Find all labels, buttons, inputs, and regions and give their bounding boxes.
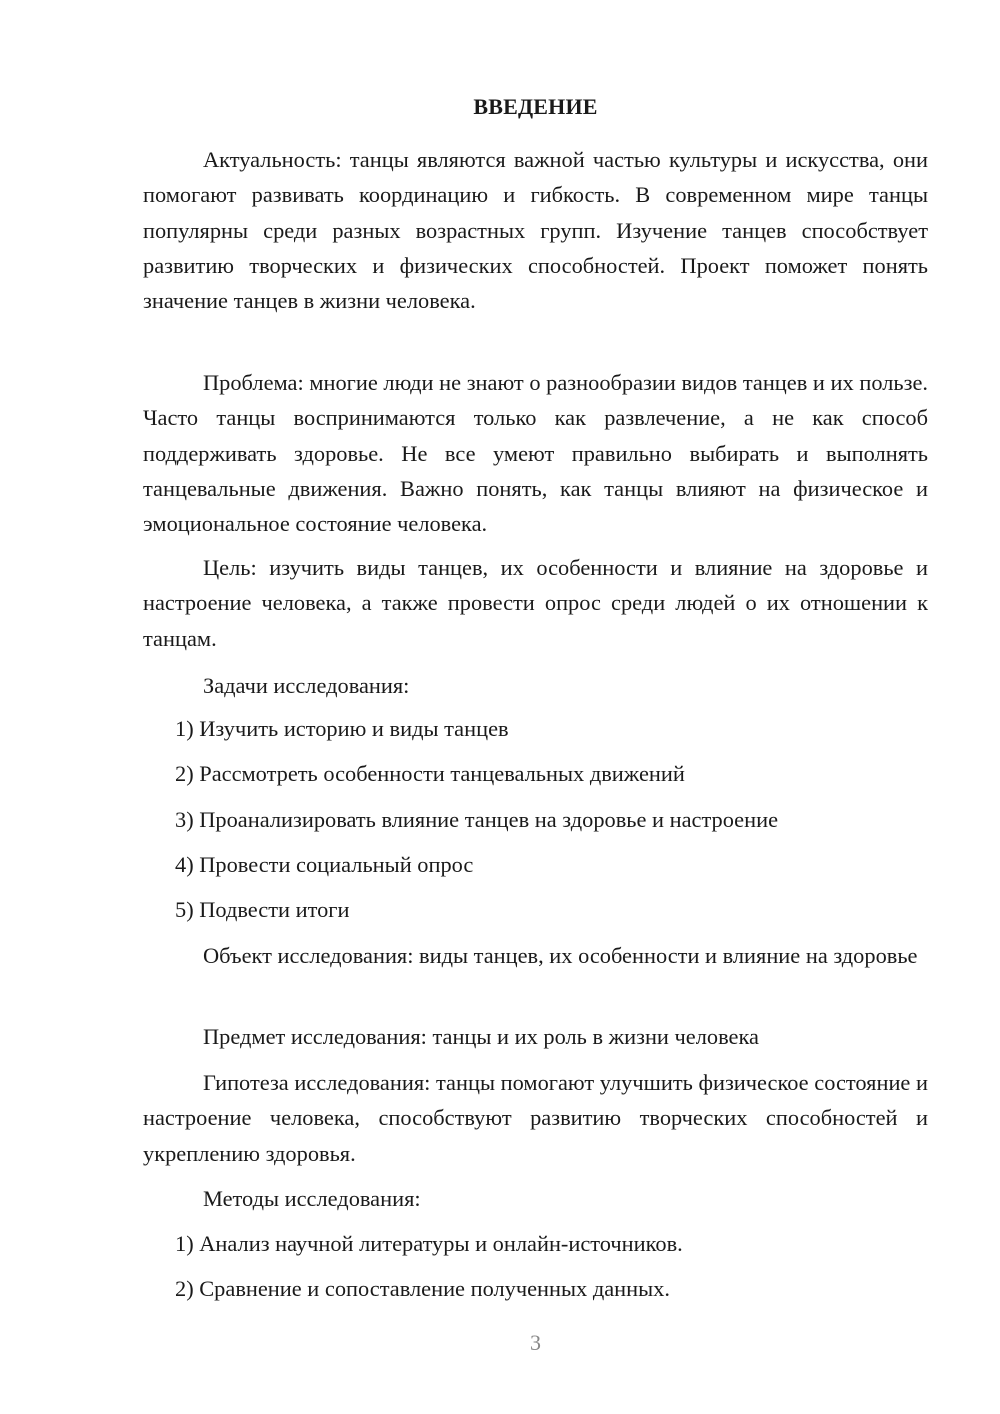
problem-paragraph: Проблема: многие люди не знают о разнообразии видов танцев и их пользе. Часто танцы воспринимаются только как развлечение, а не как способ поддерживать здоровье. Не все умеют правильно выбирать и выполнять танцевальные движения. Важно понять, как танцы влияют на физическое и эмоциональное состояние человека.	[143, 370, 928, 537]
method-item-2: 2) Сравнение и сопоставление полученных данных.	[175, 1276, 670, 1301]
relevance-paragraph: Актуальность: танцы являются важной частью культуры и искусства, они помогают развивать координацию и гибкость. В современном мире танцы популярны среди разных возрастных групп. Изучение танцев способствует развитию творческих и физических способностей. Проект поможет понять значение танцев в жизни человека.	[143, 147, 928, 314]
task-item-5: 5) Подвести итоги	[175, 897, 350, 922]
object-paragraph: Объект исследования: виды танцев, их особенности и влияние на здоровье	[203, 943, 918, 968]
page-number: 3	[530, 1330, 541, 1355]
subject-paragraph: Предмет исследования: танцы и их роль в жизни человека	[203, 1024, 759, 1049]
method-item-1: 1) Анализ научной литературы и онлайн-источников.	[175, 1231, 683, 1256]
goal-paragraph: Цель: изучить виды танцев, их особенности и влияние на здоровье и настроение человека, а также провести опрос среди людей о их отношении к танцам.	[143, 555, 928, 651]
hypothesis-paragraph: Гипотеза исследования: танцы помогают улучшить физическое состояние и настроение человека, способствуют развитию творческих способностей и укреплению здоровья.	[143, 1070, 928, 1166]
methods-title: Методы исследования:	[203, 1186, 421, 1211]
section-heading: ВВЕДЕНИЕ	[473, 94, 598, 119]
document-page	[143, 0, 928, 1414]
task-item-3: 3) Проанализировать влияние танцев на здоровье и настроение	[175, 807, 779, 832]
task-item-4: 4) Провести социальный опрос	[175, 852, 474, 877]
task-item-1: 1) Изучить историю и виды танцев	[175, 716, 509, 741]
tasks-title: Задачи исследования:	[203, 673, 410, 698]
task-item-2: 2) Рассмотреть особенности танцевальных движений	[175, 761, 685, 786]
